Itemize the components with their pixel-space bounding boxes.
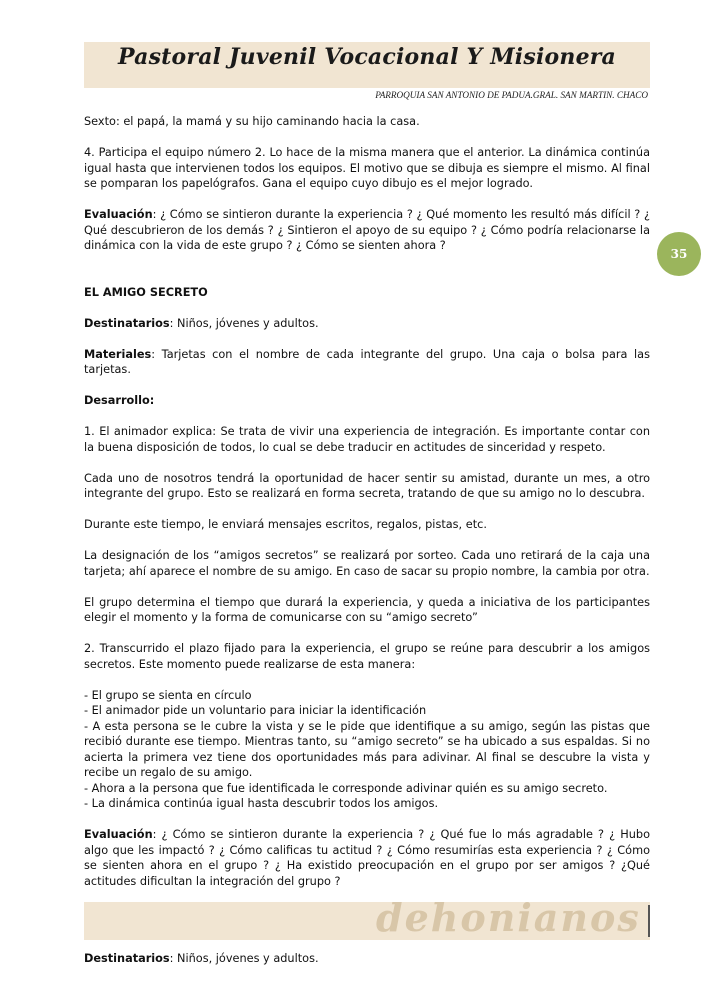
evaluation-text: : ¿ Cómo se sintieron durante la experiencia ? ¿ Qué fue lo más agradable ? ¿ Hubo algo que les impactó ? ¿ Cómo calificas tu actitud ? ¿ Cómo resumirías esta experiencia ? ¿ Cómo se sienten ahora en el grupo ? ¿ Ha existido preocupación en el grupo por ser amigos ? ¿Qué actitudes dificultan la integración del grupo ? [84, 828, 650, 888]
paragraph: 2. Transcurrido el plazo fijado para la experiencia, el grupo se reúne para descubrir a los amigos secretos. Este momento puede realizarse de esta manera: [84, 642, 650, 671]
list-item: - Ahora a la persona que fue identificada le corresponde adivinar quién es su amigo secreto. [84, 781, 608, 795]
recipients-label: Destinatarios [84, 952, 170, 965]
paragraph: La designación de los “amigos secretos” se realizará por sorteo. Cada uno retirará de la caja una tarjeta; ahí aparece el nombre de su amigo. En caso de sacar su propio nombre, la cambia por otra. [84, 549, 650, 578]
evaluation-label: Evaluación [84, 828, 153, 841]
page-number-badge [657, 232, 701, 276]
page-number: 35 [670, 247, 688, 261]
recipients-label: Destinatarios [84, 316, 170, 330]
recipients-paragraph [84, 316, 650, 332]
list-item: - El animador pide un voluntario para iniciar la identificación [84, 704, 427, 717]
development-label: Desarrollo: [84, 394, 155, 407]
paragraph: 1. El animador explica: Se trata de vivir una experiencia de integración. Es importante contar con la buena disposición de todos, lo cual se debe traducir en actitudes de sinceridad y respeto. [84, 425, 650, 454]
recipients-text: : Niños, jóvenes y adultos. [169, 952, 319, 965]
paragraph: Durante este tiempo, le enviará mensajes escritos, regalos, pistas, etc. [84, 518, 487, 531]
evaluation-label: Evaluación [84, 208, 153, 221]
recipients-text: : Niños, jóvenes y adultos. [169, 316, 319, 330]
paragraph: Cada uno de nosotros tendrá la oportunidad de hacer sentir su amistad, durante un mes, a otro integrante del grupo. Esto se realizará en forma secreta, tratando de que su amigo no lo descubra. [84, 471, 650, 500]
page-title: Pastoral Juvenil Vocacional Y Misionera [117, 44, 617, 70]
materials-label: Materiales [84, 347, 152, 361]
paragraph: Sexto: el papá, la mamá y su hijo caminando hacia la casa. [84, 115, 420, 128]
parish-subtitle: PARROQUIA SAN ANTONIO DE PADUA.GRAL. SAN MARTIN. CHACO [375, 90, 648, 100]
materials-paragraph [84, 347, 650, 378]
paragraph: 4. Participa el equipo número 2. Lo hace de la misma manera que el anterior. La dinámica continúa igual hasta que intervienen todos los equipos. El motivo que se dibuja es siempre el mismo. Al final se pomparan los papelógrafos. Gana el equipo cuyo dibujo es el mejor logrado. [84, 146, 650, 190]
list-item: - La dinámica continúa igual hasta descubrir todos los amigos. [84, 797, 439, 810]
recipients-paragraph [84, 951, 650, 967]
materials-text: : Tarjetas con el nombre de cada integrante del grupo. Una caja o bolsa para las tarjetas. [84, 347, 650, 376]
evaluation-paragraph [84, 827, 650, 889]
document-body [84, 114, 650, 982]
dehonianos-logo: dehonianos [376, 895, 641, 940]
list-item: - El grupo se sienta en círculo [84, 688, 252, 702]
list-item: - A esta persona se le cubre la vista y se le pide que identifique a su amigo, según las pistas que recibió durante ese tiempo. Mientras tanto, su “amigo secreto” se ha ubicado a sus espaldas. Si no acierta la primera vez tiene dos oportunidades más para adivinar. Al final se descubre la vista y recibe un regalo de su amigo. [84, 719, 650, 779]
spacer [84, 269, 650, 285]
evaluation-text: : ¿ Cómo se sintieron durante la experiencia ? ¿ Qué momento les resultó más difícil ? ¿ Qué descubrieron de los demás ? ¿ Sintieron el apoyo de su equipo ? ¿ Cómo podría relacionarse la dinámica con la vida de este grupo ? ¿ Cómo se sienten ahora ? [84, 208, 650, 252]
paragraph: El grupo determina el tiempo que durará la experiencia, y queda a iniciativa de los participantes elegir el momento y la forma de comunicarse con su “amigo secreto” [84, 595, 650, 624]
evaluation-paragraph [84, 207, 650, 254]
section-heading: EL AMIGO SECRETO [84, 285, 208, 299]
footer-divider [648, 905, 650, 937]
